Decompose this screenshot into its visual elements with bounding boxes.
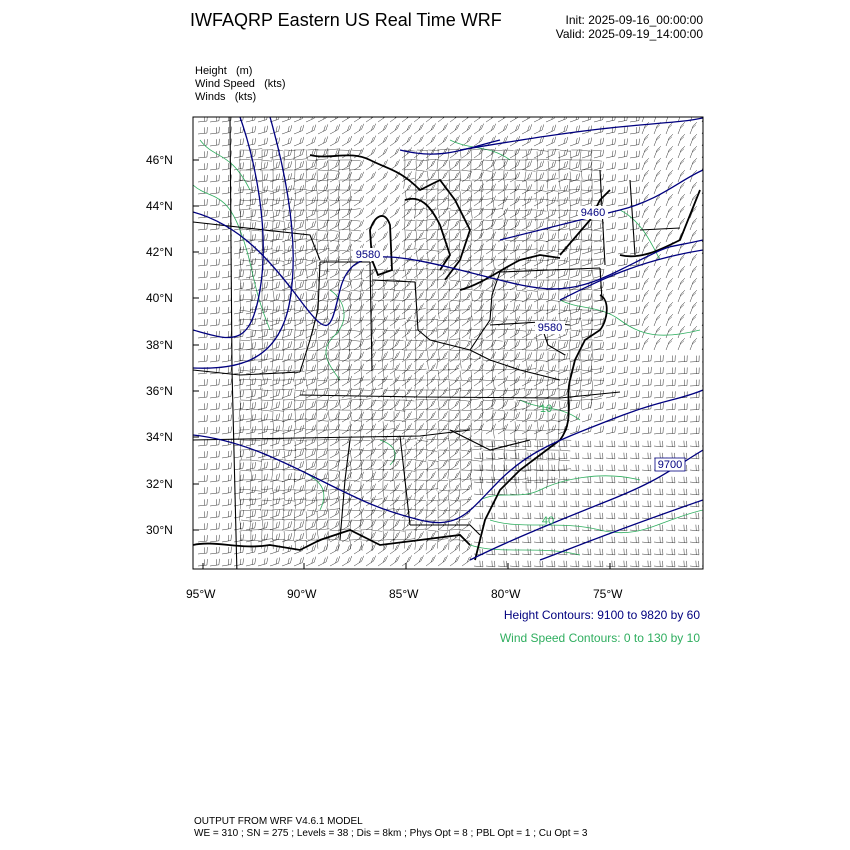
longitude-label: 75°W	[593, 587, 623, 601]
latitude-label: 42°N	[146, 245, 173, 259]
height-contour-label: 9580	[537, 322, 563, 334]
latitude-label: 30°N	[146, 523, 173, 537]
county-lines	[239, 149, 605, 552]
field-winds: Winds (kts)	[195, 91, 257, 103]
model-info-line1: OUTPUT FROM WRF V4.6.1 MODEL	[194, 816, 363, 827]
valid-time: Valid: 2025-09-19_14:00:00	[555, 27, 703, 41]
field-height: Height (m)	[195, 65, 253, 77]
latitude-label: 46°N	[146, 153, 173, 167]
field-wind-speed: Wind Speed (kts)	[195, 78, 286, 90]
latitude-label: 40°N	[146, 291, 173, 305]
height-contour-label: 9460	[580, 207, 606, 219]
latitude-label: 32°N	[146, 477, 173, 491]
latitude-label: 44°N	[146, 199, 173, 213]
model-info	[194, 816, 587, 840]
model-info-line2: WE = 310 ; SN = 275 ; Levels = 38 ; Dis = 8km ; Phys Opt = 8 ; PBL Opt = 1 ; Cu Opt = 3	[194, 828, 588, 839]
wind-contour-label: 40	[541, 515, 555, 527]
longitude-label: 90°W	[287, 587, 317, 601]
coastlines	[193, 155, 700, 560]
latitude-label: 36°N	[146, 384, 173, 398]
height-contour-label: 9580	[355, 249, 381, 261]
latitude-label: 34°N	[146, 430, 173, 444]
latitude-label: 38°N	[146, 338, 173, 352]
plot-title: IWFAQRP Eastern US Real Time WRF	[190, 10, 502, 30]
wind-contours-legend: Wind Speed Contours: 0 to 130 by 10	[499, 631, 700, 645]
longitude-label: 80°W	[491, 587, 521, 601]
longitude-label: 85°W	[389, 587, 419, 601]
height-contours-legend: Height Contours: 9100 to 9820 by 60	[503, 608, 700, 622]
longitude-label: 95°W	[186, 587, 216, 601]
wind-contour-label: 10	[539, 403, 553, 415]
height-contour-label: 9700	[657, 459, 683, 471]
axis-ticks	[193, 160, 610, 569]
init-time: Init: 2025-09-16_00:00:00	[565, 13, 703, 27]
state-borders	[193, 117, 683, 575]
